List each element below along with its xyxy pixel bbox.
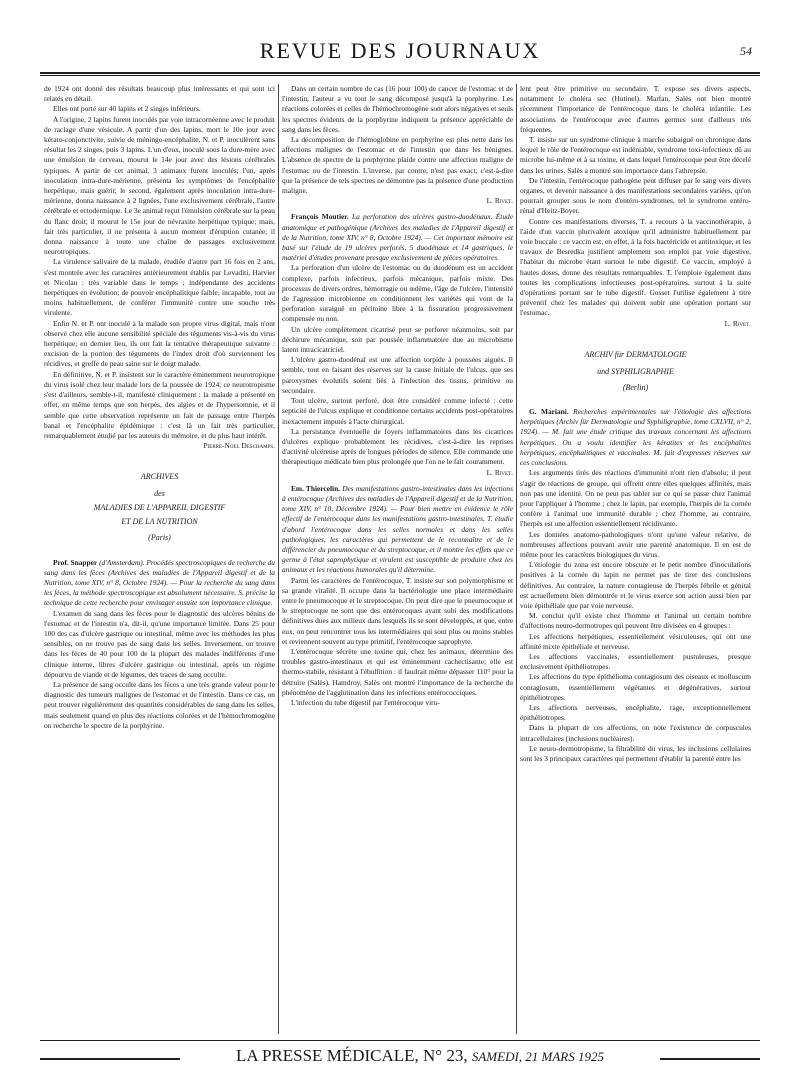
article-head-text: Des manifestations gastro-intestinales dans les infections à entérocoque (Archives des maladies de l'Appareil digestif et de la Nutrition, tome XIV, n° 10, Décembre 1924). — Pour bien mettre en évidence le rôle effectif de l'entérocoque dans les manifestations gastro-intestinales, T. étudie d'abord l'entérocoque dans les selles normales et dans les selles pathologiques, les caractères qui permettent de le reconnaître et de le différencier du pneumocoque et du streptocoque, et il montre les effets que ce germe à l'état saprophytique et virulent est susceptible de produire chez les animaux et les réactions humorales qu'il détermine. <box>282 483 513 575</box>
paragraph: Les affections vaccinales, essentiellement pustuleuses, presque exclusivement épithéliotropes. <box>520 651 751 672</box>
author-signature: L. Rivet. <box>486 467 513 477</box>
header-rule-thin <box>40 75 760 76</box>
paragraph: Tout ulcère, surtout perforé, doit être considéré comme infecté : cette septicité de l'ulcus explique et conditionne certains accidents post-opératoires inexactement imputés à l'acte chirurgical. <box>282 396 513 426</box>
paragraph: L'ulcère gastro-duodénal est une affection torpide à poussées aiguës. Il semble, tout en faisant des réserves sur la cause initiale de l'ulcus, que ses paroxysmes évolutifs soient liés à l'infection des tissus, primitive ou secondaire. <box>282 355 513 395</box>
article-heading <box>282 484 513 576</box>
footer-line <box>40 1058 180 1060</box>
article-heading <box>44 558 275 609</box>
section-title: des <box>154 489 165 499</box>
paragraph: En définitive, N. et P. insistent sur le caractère éminemment neurotropique du virus isolé chez leur malade lors de la poussée de 1924; ce neurotropisme s'est d'ailleurs, semble-t-il, manifesté cliniquement : la malade a présenté en effet, en même temps que son herpès, des algies et de l'hypersomnie, et il semble que cette observation représente un fait de passage entre l'herpès banal et l'encéphalite épidémique : c'est là un fait très particulier, remarquablement étudié par les auteurs du mémoire, et du plus haut intérêt. <box>44 369 275 440</box>
footer-issue: N° 23, <box>423 1046 468 1065</box>
paragraph: De l'intestin, l'entérocoque pathogène peut diffuser par le sang vers divers organes, et devenir naissance à des manifestations secondaires variées, qu'on pourrait grouper sous le nom d'entéro-syndromes, tel le syndrome entéro-rénal d'Heitz-Boyer. <box>520 175 751 216</box>
column-divider <box>516 84 517 1034</box>
section-title: ARCHIVES <box>140 472 179 482</box>
paragraph: La virulence salivaire de la malade, étudiée d'autre part 16 fois en 2 ans, s'est montrée avec les caractères antérieurement établis par Levaditi, Harvier et Nicolau : très variable dans le temps ; indépendante des accidents herpétiques en évolution; de pouvoir encéphalitique faible; incapable, tout au moins habituellement, de conférer l'immunité contre une souche très virulente. <box>44 257 275 318</box>
header-title: REVUE DES JOURNAUX <box>259 38 541 63</box>
article-author: G. Mariani. <box>529 407 569 417</box>
paragraph: Les arguments tirés des réactions d'immunité n'ont rien d'absolu; il peut s'agir de réactions de groupe, qui offrent entre elles quelques affinités, mais non pas une identité. On ne peut pas tabler sur ce qui se passe chez l'animal pour l'appliquer à l'homme ; chez le lapin, par exemple, l'herpès de la cornée confère à l'animal une immunité durable ; chez l'homme, au contraire, l'herpès est une affection essentiellement récidivante. <box>520 468 751 529</box>
footer-rule <box>40 1040 760 1041</box>
article-author: Prof. Snapper <box>53 557 98 567</box>
column-divider <box>278 84 279 1034</box>
paragraph: La perforation d'un ulcère de l'estomac ou du duodénum est un accident complexe, parfois infectieux, parfois mécanique, parfois mixte. Des processus de divers ordres, hémorragie ou œdème, l'âge de l'ulcère, l'intensité de l'agression microbienne en conditionnent les variétés qui vont de la perforation suraiguë en péritoine libre à la fissuration progressivement compensée ou non. <box>282 263 513 324</box>
paragraph: lent peut être primitive ou secondaire. T. expose ses divers aspects, notamment le choléra sec (Hutinel). Marfan, Salès ont bien montré récemment l'importance de l'entérocoque dans le choléra infantile. Les associations de l'entérocoque avec d'autres germes sont d'ailleurs très fréquentes. <box>520 84 751 134</box>
paragraph: T. insiste sur un syndrome clinique à marche subaiguë ou chronique dans lequel le rôle de l'entérocoque est indéniable, syndrome toxi-infectieux dû au microbe lui-même et à sa toxine, et dans lequel l'entérocoque peut être décelé dans les urines. Salès a montré son importance dans l'athrepsie. <box>520 135 751 175</box>
article-author: François Moutier. <box>291 212 349 222</box>
paragraph: Dans la plupart de ces affections, on note l'existence de corpuscules intracellulaires (inclusions nucléaires). <box>520 723 751 743</box>
paragraph: Parmi les caractères de l'entérocoque, T. insiste sur son polymorphisme et sa grande vitalité. Il occupe dans la bactériologie une place intermédiaire entre le pneumocoque et le streptocoque. On peut dire que le pneumocoque et le streptocoque ne sont que des entérocoques ayant subi des modifications définitives dues aux milieux dans lesquels ils se sont développés, et que, entre eux, on peut rencontrer tous les intermédiaires qui sont plus ou moins stables et reviennent souvent au type primitif, l'entérocoque saprophyte. <box>282 575 513 646</box>
footer-line <box>660 1058 760 1060</box>
page-number: 54 <box>740 44 752 58</box>
section-city: (Paris) <box>148 533 171 543</box>
paragraph: de 1924 ont donné des résultats beaucoup plus intéressants et qui sont ici relatés en détail. <box>44 84 275 104</box>
running-header <box>40 38 760 68</box>
paragraph: Les affections nerveuses, encéphalite, rage, exceptionnellement épithéliotropes. <box>520 702 751 723</box>
paragraph: La présence de sang occulte dans les fèces a une très grande valeur pour le diagnostic des tumeurs malignes de l'estomac et de l'intestin. Dans ce cas, on peut trouver régulièrement des quantités considérables de sang dans les selles, mais seulement quand en plus des réactions colorées et de l'hémochromogène on recherche le spectre de la porphyrine. <box>44 679 275 730</box>
paragraph: La persistance éventuelle de foyers inflammatoires dans les cicatrices d'ulcères explique probablement les récidives, c'est-à-dire les reprises d'activité ulcéreuse après de longues périodes de silence. Elle commande une thérapeutique médicale bien plus prolongée que l'on ne le fait couramment. <box>282 426 513 467</box>
article-heading <box>282 212 513 263</box>
paragraph: Le neuro-dermotropisme, la filtrabilité du virus, les inclusions cellulaires sont les 3 principaux caractères qui permettent d'établir la parenté entre les <box>520 743 751 763</box>
section-title: ET DE LA NUTRITION <box>121 517 198 527</box>
column-right <box>520 84 751 1034</box>
author-signature: L. Rivet. <box>486 196 513 206</box>
paragraph: L'étiologie du zona est encore obscure et le petit nombre d'inoculations positives à la cornée du lapin ne permet pas de tirer des conclusions définitives. Au contraire, la nature contagieuse de l'herpès fébrile et génital est actuellement bien démontrée et le virus exerce son action aussi bien par voie épithéliale que par voie nerveuse. <box>520 560 751 610</box>
paragraph: L'infection du tube digestif par l'entérocoque viru- <box>291 697 440 707</box>
paragraph: Contre ces manifestations diverses, T. a recours à la vaccinothérapie, à l'aide d'un vaccin plurivalent atoxique qu'il administre habituellement par voie buccale : ce vaccin est, en effet, à la fois bactéricide et antitoxique, et les travaux de Besredka justifient amplement son emploi par voie digestive, l'habitat du microbe étant surtout le tube digestif. Ce vaccin, employé à hautes doses, donne des résultats remarquables. T. l'emploie également dans toutes les complications infectieuses post-opératoires, surtout à la suite d'opérations portant sur le tube digestif. Gosset l'utilise également à titre préventif chez les malades qui doivent subir une opération portant sur l'estomac. <box>520 216 751 318</box>
article-head-text: La perforation des ulcères gastro-duodénaux. Étude anatomique et pathogénique (Archives des maladies de l'Appareil digestif et de la Nutrition, tome XIV, n° 8, Octobre 1924). — Cet important mémoire est basé sur l'étude de 19 ulcères perforés, 5 duodénaux et 14 gastriques, le matériel d'études provenant presque exclusivement de pièces opératoires. <box>282 212 513 263</box>
header-rule <box>40 72 760 74</box>
column-middle <box>282 84 513 1034</box>
author-signature: Pierre-Noel Deschamps. <box>203 441 275 451</box>
column-left <box>44 84 275 1034</box>
paragraph: Les données anatomo-pathologiques n'ont qu'une valeur relative, de nombreuses affections pouvant avoir une parenté anatomique. Il en est de même pour les caractères biologiques du virus. <box>520 529 751 559</box>
running-footer <box>40 1044 760 1072</box>
paragraph: Les affections du type épithélioma contagiosum des oiseaux et molluscum contagiosum, essentiellement végétantes et dégénératives, surtout épithéliotropes. <box>520 672 751 702</box>
paragraph: Les affections herpétiques, essentiellement vésiculeuses, qui ont une affinité mixte épithéliale et nerveuse. <box>520 631 751 651</box>
paragraph: Elles ont porté sur 40 lapins et 2 singes inférieurs. <box>53 104 201 114</box>
paragraph: M. conclut qu'il existe chez l'homme et l'animal un certain nombre d'affections neuro-dermotropes qui peuvent être divisées en 4 groupes : <box>520 611 751 631</box>
paragraph: Un ulcère complètement cicatrisé peut se perforer néanmoins, soit par déchirure mécanique, soit par poussée inflammatoire due au microbisme latent intracicatriciel. <box>282 324 513 355</box>
footer-text <box>190 1046 650 1066</box>
author-signature: L. Rivet. <box>724 318 751 328</box>
paragraph: L'entérocoque sécrète une toxine qui, chez les animaux, détermine des troubles gastro-intestinaux et qui est éminemment cachectisante; elle est thermo-stabile, résistant à l'ébullition : il faudrait même dépasser 110° pour la détruire (Salès). Hamdroy, Salès ont montré l'importance de la recherche du phénomène de l'agglutination dans les infections entérococciques. <box>282 646 513 697</box>
section-city: (Berlin) <box>622 382 649 392</box>
article-head-text: (d'Amsterdam). Procédés spectroscopiques de recherche du sang dans les fèces (Archives des maladies de l'Appareil digestif et de la Nutrition, tome XIV, n° 8, Octobre 1924). — Pour la recherche du sang dans les fèces, la méthode spectroscopique est absolument nécessaire. S. précise la technique de cette recherche pour envisager ensuite son importance clinique. <box>44 557 275 608</box>
article-heading <box>520 407 751 468</box>
paragraph: Dans un certain nombre de cas (16 pour 100) de cancer de l'estomac et de l'intestin, l'auteur a vu tout le sang décomposé jusqu'à la porphyrine. Les réactions colorées et celles de l'hémochromogène sont alors négatives et seuls les spectres évidents de la porphyrine indiquent la présence appréciable de sang dans les fèces. <box>282 84 513 134</box>
paragraph: L'examen du sang dans les fèces pour le diagnostic des ulcères bénins de l'estomac et de l'intestin n'a, dit-il, qu'une importance limitée. Dans 25 pour 100 des cas d'ulcère gastrique ou intestinal, même avec les méthodes les plus sensibles, on ne trouve pas de sang dans les selles. Inversement, on trouve dans les fèces de 40 pour 100 de la plupart des malades indifférents d'une clinique interne, libres d'ulcère gastrique ou intestinal, après un régime dépourvu de viande et de légumes, des traces de sang occulte. <box>44 608 275 679</box>
paragraph: A l'origine, 2 lapins furent inoculés par voie intracornéenne avec le produit de raclage d'une vésicule. A partir d'un des lapins, mort le 10e jour avec kérato-conjonctivite, suivie de méningo-encéphalite, N. et P. inoculèrent sans résultat les 2 singes, puis 3 lapins. L'un d'eux, inoculé sous la dure-mère avec une émulsion de cerveau, mourut le 14e jour avec des lésions cérébrales typiques. A partir de cet animal, 3 animaux furent inoculés; l'un, après inoculation intra-dure-mérienne, présenta les symptômes de l'encéphalite herpétique, mais guérit; le second, également après inoculation intra-dure-mérienne, donna naissance à 2 lignées, l'une exclusivement cérébrale, l'autre cérébrale et ectodermique. Le 3e animal reçut l'émulsion cérébrale sur la peau du flanc droit; il mourut le 15e jour de névraxite herpétique typique; mais, fait très particulier, il ne présenta à aucun moment d'éruption cutanée; il donna naissance à toute une chaîne de passages exclusivement neurotropiques. <box>44 114 275 257</box>
paragraph: Enfin N. et P. ont inoculé à la malade son propre virus digital, mais n'ont observé chez elle aucune sensibilité spéciale des téguments vis-à-vis du virus herpétique; en dernier lieu, ils ont fait la tentative thérapeutique suivante : excision de la portion des téguments de l'index droit d'où surviennent les récidives, et greffe de peau saine sur le doigt malade. <box>44 318 275 369</box>
section-title: und SYPHILIGRAPHIE <box>597 366 674 376</box>
paragraph: La décomposition de l'hémoglobine en porphyrine est plus nette dans les affections malignes de l'estomac et de l'intestin que dans les bénignes. L'absence de spectre de la porphyrine plaide contre une affection maligne de l'estomac ou de l'intestin. L'inverse, par contre, n'est pas exact, c'est-à-dire que la présence de tels spectres ne démontre pas la présence d'une production maligne. <box>282 135 513 196</box>
footer-date: SAMEDI, 21 MARS 1925 <box>471 1049 604 1064</box>
section-title: ARCHIV für DERMATOLOGIE <box>584 349 687 359</box>
section-title: MALADIES DE L'APPAREIL DIGESTIF <box>93 503 226 513</box>
article-head-text: Recherches expérimentales sur l'étiologie des affections herpétiques (Archiv für Dermatologie und Syphiligraphie, tome CXLVII, n° 2, 1924). — M. fait une étude critique des travaux concernant les affections herpétiques. On a voulu identifier les kératites et les encéphalites herpétiques, encéphalitiques et vaccinales. M. fait d'expresses réserves sur ces conclusions. <box>520 407 751 468</box>
footer-journal: LA PRESSE MÉDICALE, <box>236 1046 419 1065</box>
article-author: Em. Thiercelin. <box>291 483 341 493</box>
